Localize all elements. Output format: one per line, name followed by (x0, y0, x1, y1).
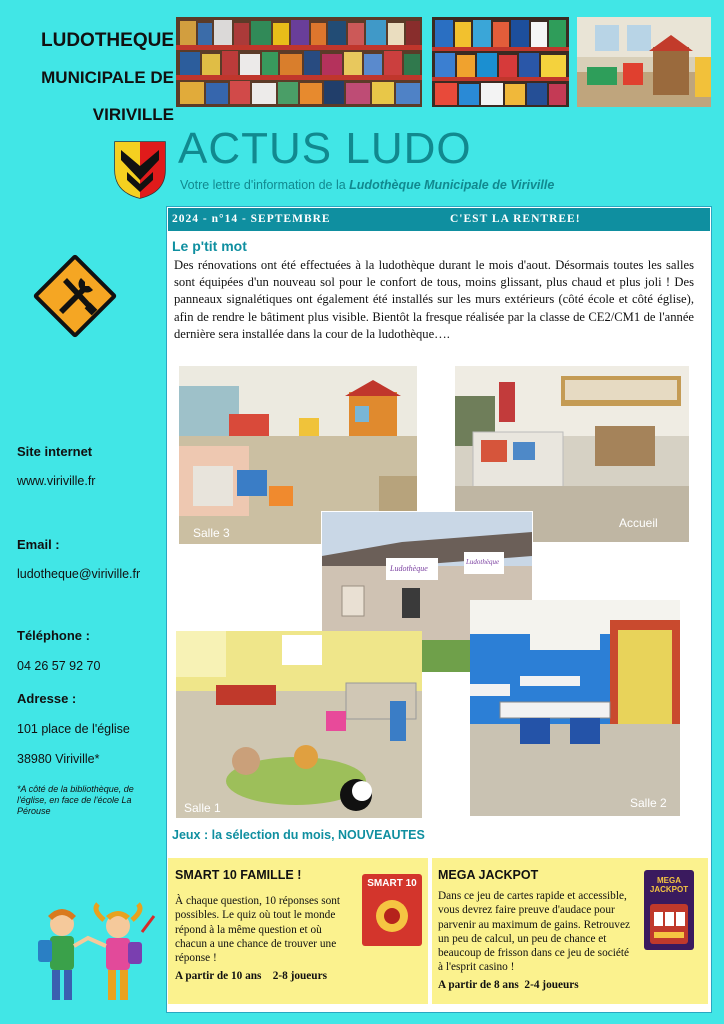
building-sign-text-1: Ludothèque (390, 564, 428, 573)
photo-play-room (577, 17, 711, 107)
phone-label: Téléphone : (17, 628, 90, 643)
tools-warning-sign-icon (31, 252, 119, 340)
game-age: A partir de 10 ans (175, 970, 262, 982)
game-title: MEGA JACKPOT (438, 868, 539, 882)
org-line-1: LUDOTHEQUE (41, 30, 174, 51)
subtitle-emphasis: Ludothèque Municipale de Viriville (349, 178, 555, 192)
game-box-text: MEGA JACKPOT (649, 876, 689, 894)
kids-illustration-icon (22, 902, 162, 1012)
coat-of-arms-icon (113, 140, 167, 200)
photo-salle-2 (470, 600, 680, 816)
site-label: Site internet (17, 444, 93, 459)
photo-caption-salle-1: Salle 1 (184, 801, 221, 815)
org-line-2: MUNICIPALE DE (41, 68, 174, 87)
game-description: À chaque question, 10 réponses sont possibles. Le quiz où tout le monde répond à la même question et où chacun a une chance de trouver une réponse ! (175, 895, 341, 965)
address-note: *A côté de la bibliothèque, de l'église, en face de l'école La Pérouse (17, 784, 134, 816)
email-link[interactable]: ludotheque@viriville.fr (17, 567, 141, 581)
building-sign-text-2: Ludothèque (466, 558, 500, 566)
photo-caption-salle-3: Salle 3 (193, 526, 230, 540)
photo-game-shelves-2 (432, 17, 569, 107)
organization-name (0, 30, 178, 130)
address-line-1: 101 place de l'église (17, 722, 130, 736)
org-line-3: VIRIVILLE (92, 105, 174, 124)
email-label: Email : (17, 537, 60, 552)
game-meta (438, 979, 579, 991)
game-card-smart10 (168, 858, 428, 1004)
issue-label: 2024 - n°14 - SEPTEMBRE (172, 213, 331, 225)
petit-mot-text: Des rénovations ont été effectuées à la ludothèque durant le mois d'aout. Désormais toutes les salles sont équipées d'un nouveau sol pour le confort de tous, moins glissant, plus chaud et plus joli ! Des panneaux signalétiques ont également été installés sur les murs extérieurs (côté école et côté église), afin de rendre le bâtiment plus visible. Bientôt la fresque réalisée par la classe de CE2/CM1 de l'année dernière sera installée dans la cour de la ludothèque…. (174, 258, 694, 341)
game-box-smart10-image (362, 874, 422, 946)
game-box-mega-jackpot-image (644, 870, 694, 950)
game-card-mega-jackpot (432, 858, 708, 1004)
site-link[interactable]: www.viriville.fr (17, 474, 96, 488)
game-box-text: SMART 10 (367, 878, 417, 889)
phone-value: 04 26 57 92 70 (17, 659, 101, 673)
address-line-2: 38980 Viriville* (17, 752, 100, 766)
photo-game-shelves-1 (176, 17, 422, 107)
petit-mot-title: Le p'tit mot (172, 238, 247, 254)
subtitle-prefix: Votre lettre d'information de la (180, 178, 350, 192)
photo-caption-accueil: Accueil (619, 516, 658, 530)
newsletter-title: ACTUS LUDO (178, 124, 472, 173)
game-description: Dans ce jeu de cartes rapide et accessible, vous devrez faire preuve d'audace pour parvenir au maximum de gains. Retrouvez un peu de calcul, un peu de chance et beaucoup de frisson dans ce jeu de société à l'esprit casino ! (438, 890, 630, 974)
games-section-title: Jeux : la sélection du mois, NOUVEAUTES (172, 828, 425, 842)
game-players: 2-4 joueurs (524, 979, 579, 991)
photo-salle-1 (176, 631, 422, 818)
game-meta (175, 970, 327, 982)
game-title: SMART 10 FAMILLE ! (175, 868, 302, 882)
issue-headline: C'EST LA RENTREE! (450, 213, 581, 225)
game-age: A partir de 8 ans (438, 979, 519, 991)
photo-caption-salle-2: Salle 2 (630, 796, 667, 810)
newsletter-subtitle (180, 178, 554, 192)
address-label: Adresse : (17, 691, 77, 706)
game-players: 2-8 joueurs (272, 970, 328, 982)
